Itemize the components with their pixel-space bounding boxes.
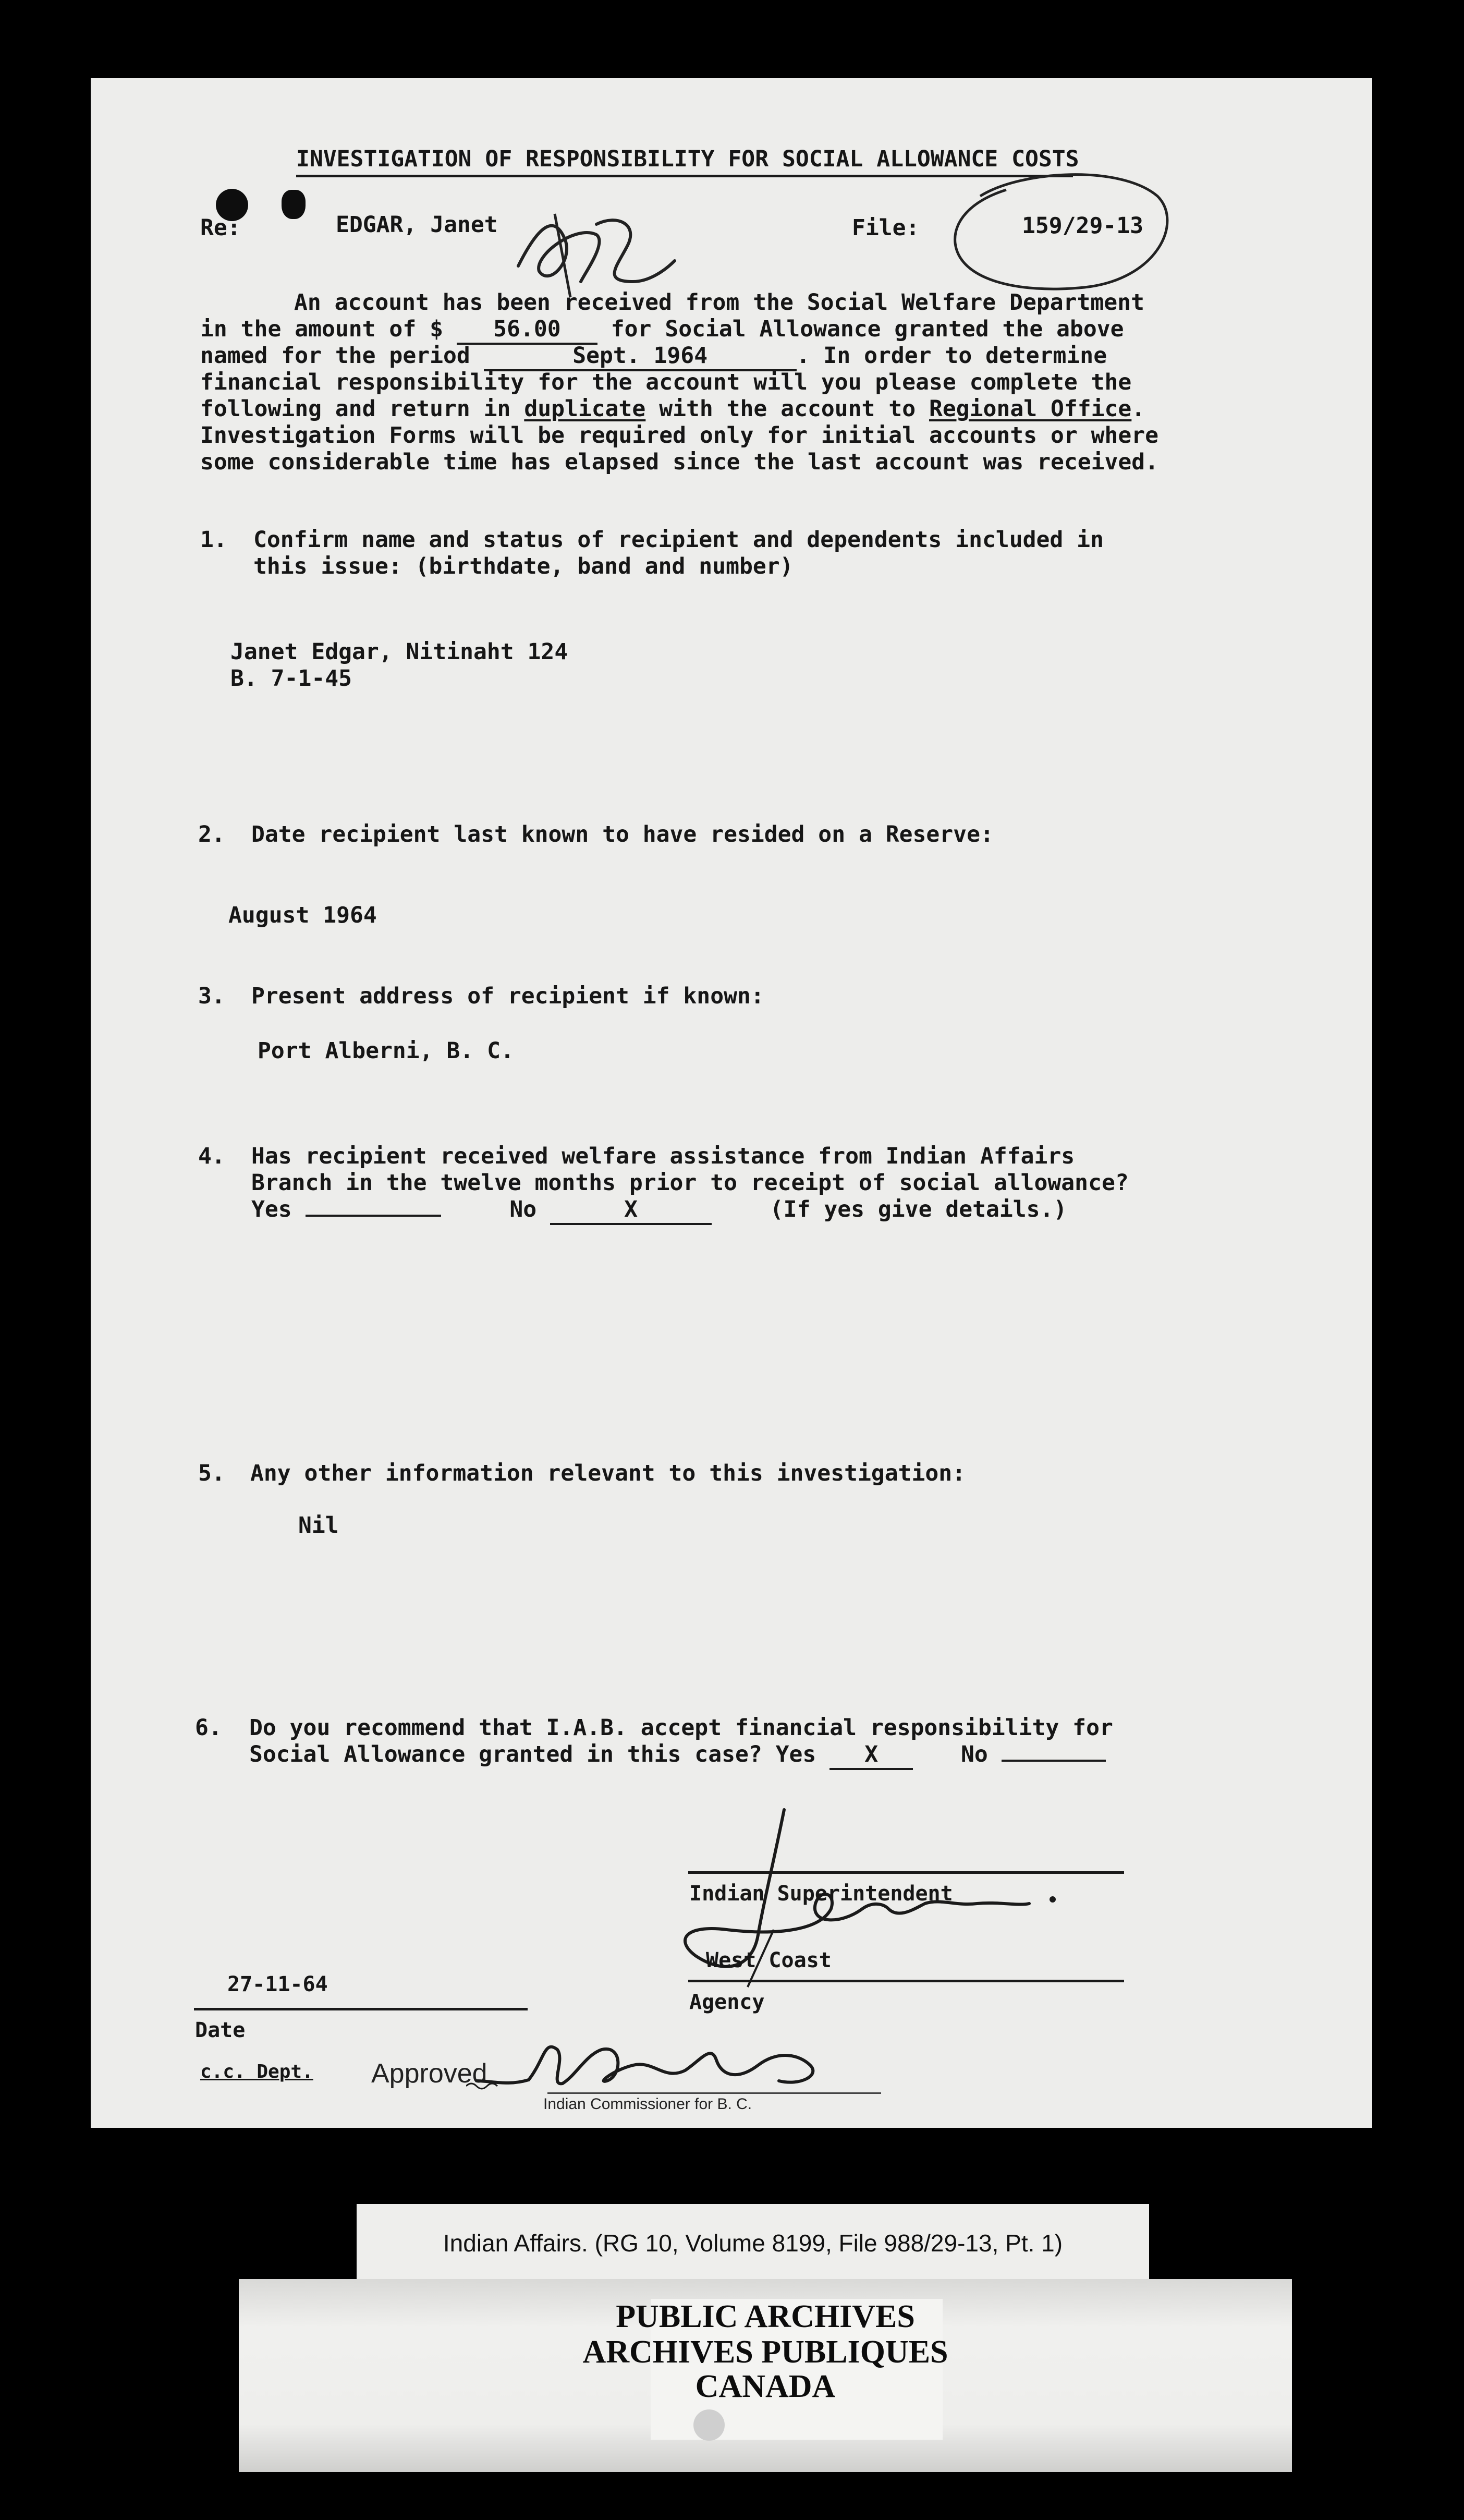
re-label: Re: bbox=[200, 215, 241, 241]
intro-line: some considerable time has elapsed since the last account was received. bbox=[200, 449, 1159, 475]
yes-label: Yes bbox=[775, 1741, 816, 1767]
archive-stamp-line: PUBLIC ARCHIVES bbox=[616, 2299, 915, 2334]
no-label: No bbox=[509, 1196, 537, 1222]
film-speck bbox=[693, 2409, 725, 2441]
question-1-answer: Janet Edgar, Nitinaht 124 B. 7-1-45 bbox=[230, 639, 568, 692]
question-3-text: Present address of recipient if known: bbox=[251, 983, 764, 1009]
intro-line: Investigation Forms will be required only for initial accounts or where bbox=[200, 422, 1159, 449]
intro-paragraph bbox=[200, 289, 1269, 476]
question-number: 1. bbox=[200, 527, 227, 553]
recipient-name: EDGAR, Janet bbox=[336, 212, 498, 238]
cc-note: c.c. Dept. bbox=[200, 2061, 313, 2082]
agency-caption: Agency bbox=[689, 1990, 765, 2014]
amount-field: 56.00 bbox=[457, 316, 597, 345]
yes-field: X bbox=[829, 1741, 913, 1770]
question-2-answer: August 1964 bbox=[228, 902, 377, 928]
intro-line: following and return in duplicate with the account to Regional Office. bbox=[200, 396, 1145, 422]
question-number: 2. bbox=[198, 821, 225, 847]
archive-stamp-line: ARCHIVES PUBLIQUES bbox=[582, 2334, 948, 2370]
question-3-answer: Port Alberni, B. C. bbox=[258, 1038, 514, 1064]
question-5-answer: Nil bbox=[298, 1512, 339, 1538]
period-field: Sept. 1964 bbox=[484, 343, 797, 371]
date-caption: Date bbox=[195, 2018, 246, 2042]
intro-line: financial responsibility for the account will you please complete the bbox=[200, 369, 1132, 395]
ink-blot bbox=[282, 190, 306, 219]
agency-value: West Coast bbox=[706, 1948, 832, 1972]
commissioner-signature-line bbox=[547, 2092, 881, 2094]
no-label: No bbox=[961, 1741, 988, 1767]
question-2-text: Date recipient last known to have resided on a Reserve: bbox=[251, 821, 994, 847]
question-number: 4. bbox=[198, 1143, 225, 1169]
intro-line: An account has been received from the Social Welfare Department bbox=[294, 289, 1144, 316]
date-value: 27-11-64 bbox=[227, 1972, 328, 1996]
no-field: X bbox=[550, 1196, 712, 1225]
archive-stamp-strip bbox=[239, 2279, 1292, 2472]
question-5-text: Any other information relevant to this investigation: bbox=[250, 1460, 966, 1486]
no-field bbox=[1002, 1760, 1106, 1762]
file-label: File: bbox=[852, 215, 920, 241]
file-number: 159/29-13 bbox=[1022, 213, 1143, 239]
question-6-text: Do you recommend that I.A.B. accept financial responsibility for Social Allowance granted in this case? Yes X No bbox=[249, 1715, 1113, 1770]
question-1-text: Confirm name and status of recipient and dependents included in this issue: (birthdate, band and number) bbox=[253, 527, 1104, 579]
archive-reference: Indian Affairs. (RG 10, Volume 8199, File 988/29-13, Pt. 1) bbox=[443, 2230, 1063, 2257]
file-number-circle bbox=[949, 165, 1175, 295]
archive-stamp-line: CANADA bbox=[695, 2369, 836, 2404]
yes-field bbox=[306, 1215, 441, 1217]
form-title: INVESTIGATION OF RESPONSIBILITY FOR SOCIAL ALLOWANCE COSTS bbox=[296, 146, 1079, 172]
approved-label: Approved bbox=[371, 2058, 487, 2089]
agency-line bbox=[688, 1980, 1124, 1982]
superintendent-caption: Indian Superintendent bbox=[689, 1882, 953, 1906]
date-line bbox=[194, 2008, 528, 2010]
commissioner-caption: Indian Commissioner for B. C. bbox=[543, 2095, 752, 2113]
yes-label: Yes bbox=[251, 1196, 292, 1222]
intro-line: in the amount of $ 56.00 for Social Allowance granted the above bbox=[200, 316, 1269, 343]
superintendent-signature-line bbox=[688, 1871, 1124, 1874]
intro-line: named for the period Sept. 1964 . In order to determine bbox=[200, 343, 1269, 369]
archive-reference-label bbox=[357, 2204, 1149, 2282]
question-4-text: Has recipient received welfare assistance from Indian Affairs Branch in the twelve months prior to receipt of social allowance? Yes No X (If yes give details.) bbox=[251, 1143, 1129, 1225]
question-number: 5. bbox=[198, 1460, 225, 1486]
question-number: 3. bbox=[198, 983, 225, 1009]
question-number: 6. bbox=[195, 1715, 222, 1741]
form-page bbox=[91, 78, 1372, 2128]
